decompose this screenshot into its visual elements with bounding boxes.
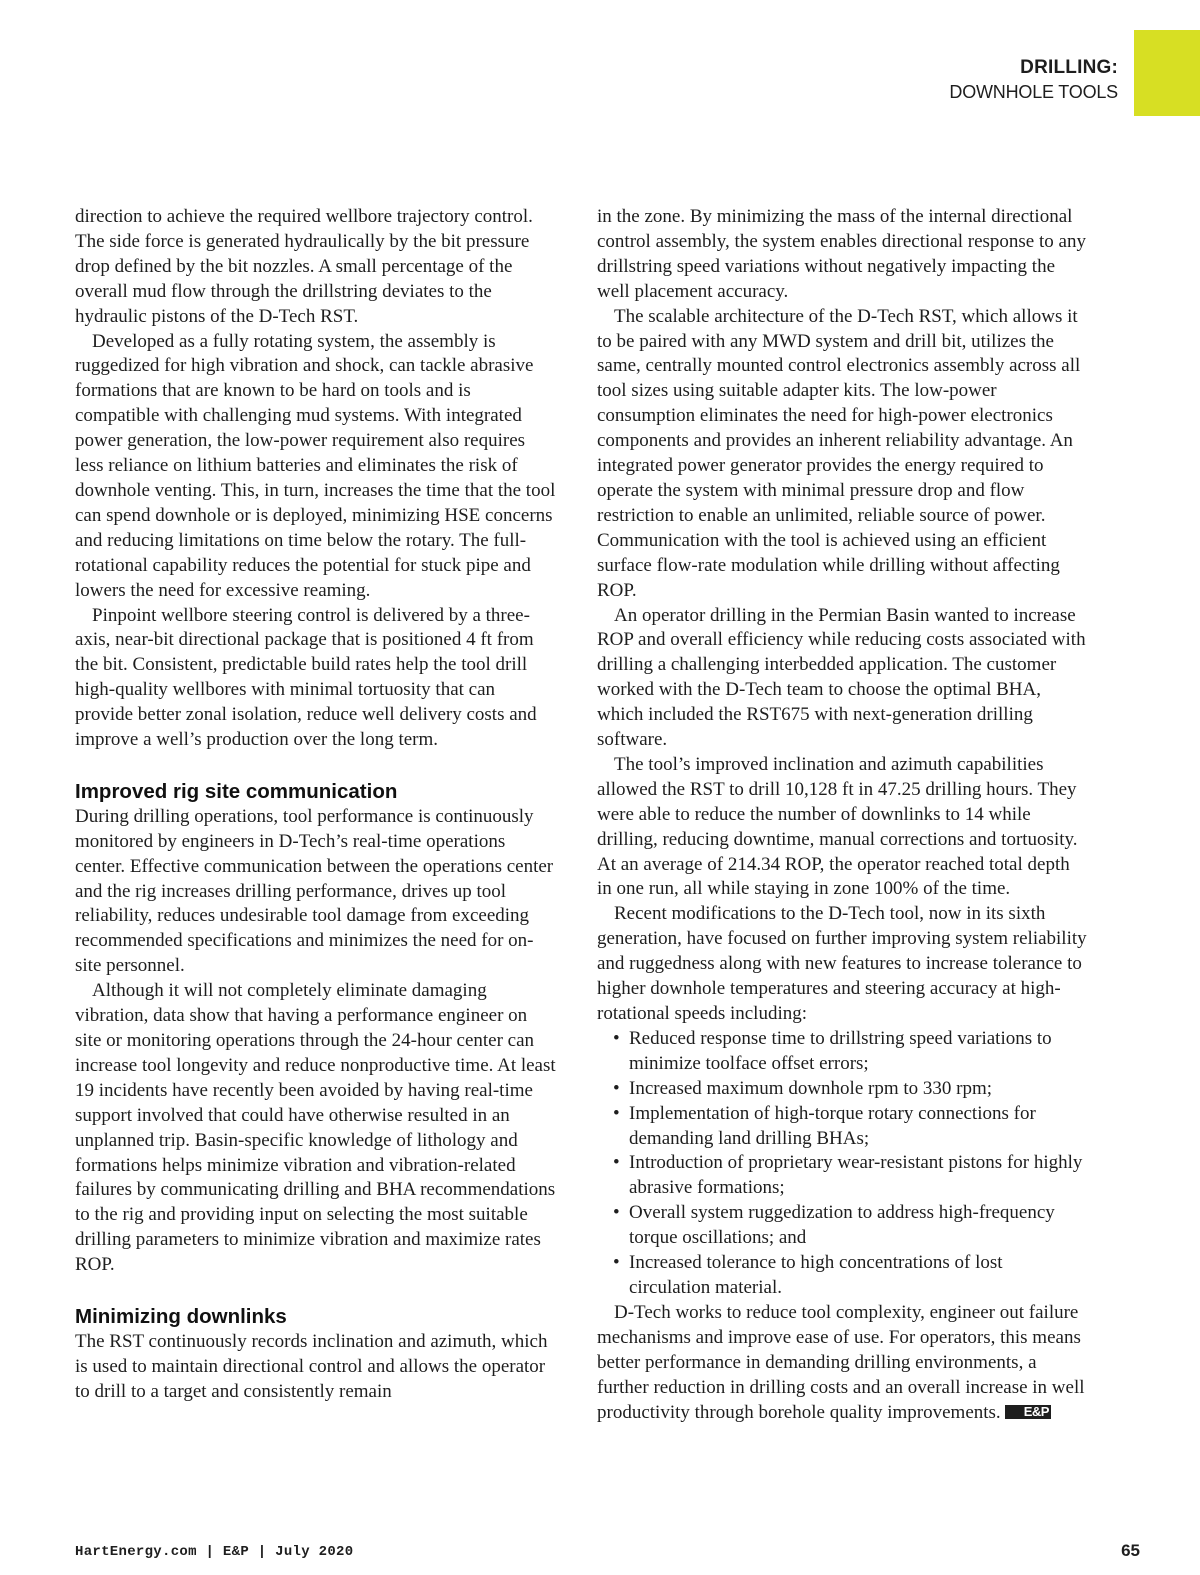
bullet-icon: • [613,1202,620,1224]
page-number: 65 [1121,1541,1140,1560]
bullet-icon: • [613,1027,620,1049]
section-subkicker: DOWNHOLE TOOLS [949,82,1118,102]
list-item: • Introduction of proprietary wear-resistant pistons for highly abrasive formations; [613,1152,1083,1199]
list-item: • Increased tolerance to high concentrations of lost circulation material. [613,1252,1003,1298]
body-paragraph: The RST continuously records inclination and azimuth, which is used to maintain directional control and allows the operator to drill to a target and consistently remain [75,1330,548,1402]
body-paragraph: An operator drilling in the Permian Basin wanted to increase ROP and overall efficiency while reducing costs associated with drilling a challenging interbedded application. The customer worked with the D-Tech team to choose the optimal BHA, which included the RST675 with next-generation drilling software. [597,604,1086,751]
body-paragraph: Although it will not completely eliminate damaging vibration, data show that having a performance engineer on site or monitoring operations through the 24-hour center can increase tool longevity and reduce nonproductive time. At least 19 incidents have recently been avoided by having real-time support involved that could have otherwise resulted in an unplanned trip. Basin-specific knowledge of lithology and formations helps minimize vibration and vibration-related failures by communicating drilling and BHA recommendations to the rig and providing input on selecting the most suitable drilling parameters to minimize vibration and maximize rates ROP. [75,980,556,1276]
feature-list [597,1027,1087,1301]
body-paragraph: During drilling operations, tool performance is continuously monitored by engineers in D-Tech’s real-time operations center. Effective communication between the operations center and the rig increases drilling performance, drives up tool reliability, reduces undesirable tool damage from exceeding recommended specifications and minimizes the need for on-site personnel. [75,805,554,977]
end-mark-logo: E&P [1005,1405,1051,1419]
list-item: • Overall system ruggedization to address high-frequency torque oscillations; and [613,1202,1055,1249]
left-column [75,205,557,1405]
section-header [949,56,1118,104]
body-paragraph: Developed as a fully rotating system, the assembly is ruggedized for high vibration and shock, can tackle abrasive formations that are known to be hard on tools and is compatible with challenging mud systems. With integrated power generation, the low-power requirement also requires less reliance on lithium batteries and eliminates the risk of downhole venting. This, in turn, increases the time that the tool can spend downhole or is deployed, minimizing HSE concerns and reducing limitations on time below the rotary. The full-rotational capability reduces the potential for stuck pipe and lowers the need for excessive reaming. [75,330,556,601]
subheading-rig-site-communication: Improved rig site communication [75,779,398,803]
body-paragraph: The scalable architecture of the D-Tech RST, which allows it to be paired with any MWD system and drill bit, utilizes the same, centrally mounted control electronics assembly across all tool sizes using suitable adapter kits. The low-power consumption eliminates the need for high-power electronics components and provides an inherent reliability advantage. An integrated power generator provides the energy required to operate the system with minimal pressure drop and flow restriction to enable an unlimited, reliable source of power. Communication with the tool is achieved using an efficient surface flow-rate modulation while drilling without affecting ROP. [597,305,1081,601]
bullet-icon: • [613,1102,620,1124]
list-item: • Implementation of high-torque rotary connections for demanding land drilling BHAs; [613,1102,1036,1149]
list-item: • Reduced response time to drillstring speed variations to minimize toolface offset errors; [613,1027,1052,1074]
bullet-icon: • [613,1077,620,1099]
body-paragraph: The tool’s improved inclination and azimuth capabilities allowed the RST to drill 10,128 ft in 47.25 drilling hours. They were able to reduce the number of downlinks to 14 while drilling, reducing downtime, manual corrections and tortuosity. At an average of 214.34 ROP, the operator reached total depth in one run, all while staying in zone 100% of the time. [597,753,1078,900]
body-paragraph: direction to achieve the required wellbore trajectory control. The side force is generated hydraulically by the bit pressure drop defined by the bit nozzles. A small percentage of the overall mud flow through the drillstring deviates to the hydraulic pistons of the D-Tech RST. [75,206,533,327]
body-paragraph: in the zone. By minimizing the mass of the internal directional control assembly, the system enables directional response to any drillstring speed variations without negatively impacting the well placement accuracy. [597,206,1086,302]
body-paragraph: Recent modifications to the D-Tech tool, now in its sixth generation, have focused on further improving system reliability and ruggedness along with new features to increase tolerance to higher downhole temperatures and steering accuracy at high-rotational speeds including: [597,903,1087,1024]
bullet-icon: • [613,1252,620,1274]
section-kicker: DRILLING: [1020,57,1118,78]
list-item: • Increased maximum downhole rpm to 330 rpm; [613,1077,1087,1102]
footer-publication: HartEnergy.com | E&P | July 2020 [75,1544,354,1560]
right-column [597,205,1087,1425]
body-paragraph: Pinpoint wellbore steering control is delivered by a three-axis, near-bit directional package that is positioned 4 ft from the bit. Consistent, predictable build rates help the tool drill high-quality wellbores with minimal tortuosity that can provide better zonal isolation, reduce well delivery costs and improve a well’s production over the long term. [75,604,537,751]
bullet-icon: • [613,1152,620,1174]
closing-paragraph: D-Tech works to reduce tool complexity, engineer out failure mechanisms and improve ease of use. For operators, this means better performance in demanding drilling environments, a further reduction in drilling costs and an overall increase in well productivity through borehole quality improvements. E&P [597,1301,1085,1423]
subheading-minimizing-downlinks: Minimizing downlinks [75,1305,287,1329]
section-accent-tab [1134,30,1200,116]
